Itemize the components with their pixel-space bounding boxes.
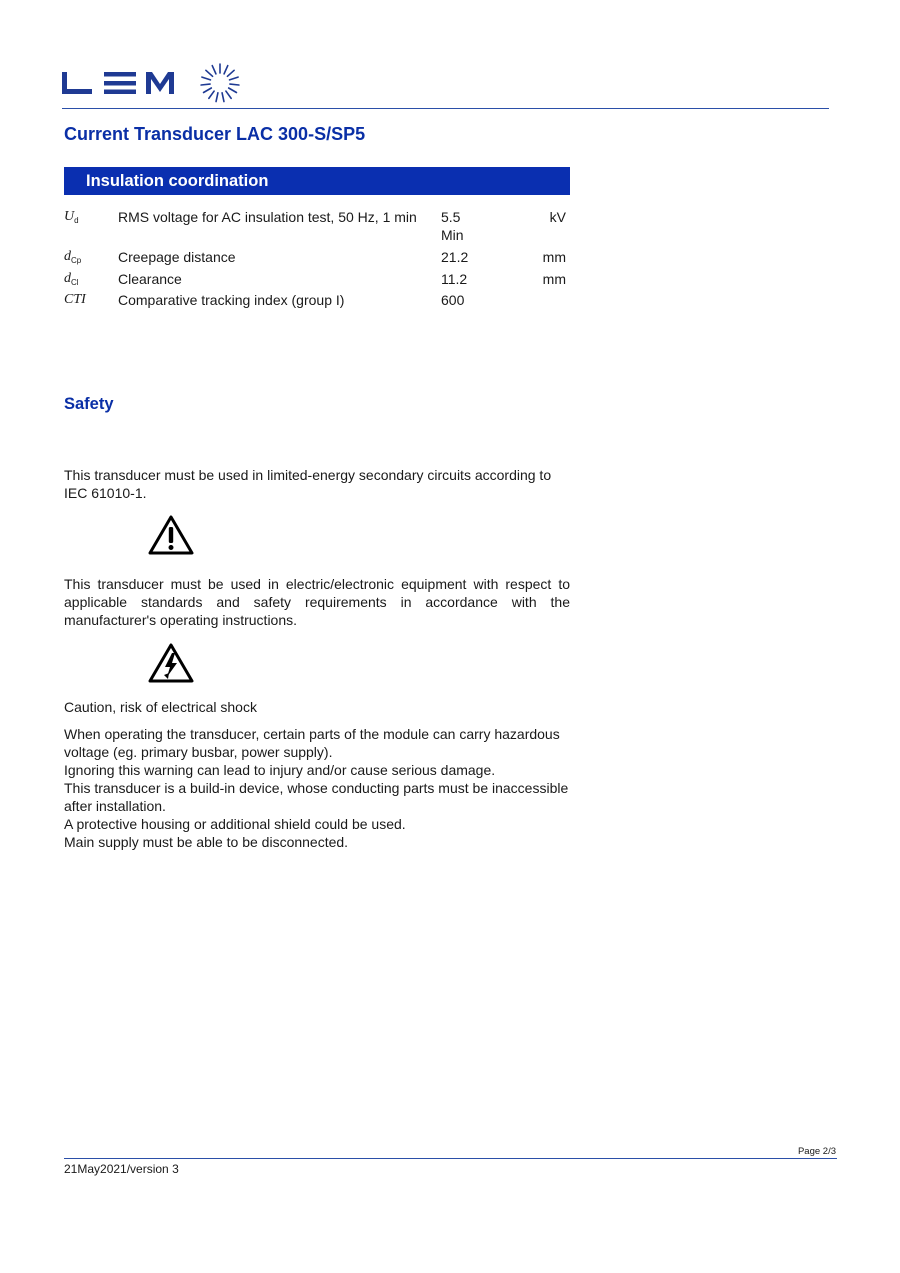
table-row bbox=[64, 270, 570, 288]
safety-paragraph-2: This transducer must be used in electric/electronic equipment with respect to applicable standards and safety requirements in accordance with the manufacturer's operating instructions. bbox=[64, 576, 570, 628]
safety-paragraph-1 bbox=[64, 466, 570, 502]
warning-icon bbox=[147, 514, 195, 556]
table-row bbox=[64, 291, 570, 309]
parameter-unit: kV bbox=[549, 209, 566, 225]
section-title: Insulation coordination bbox=[86, 172, 269, 190]
text-line: This transducer is a build-in device, whose conducting parts must be inaccessible bbox=[64, 780, 569, 796]
symbol: $d_{Cp}$ bbox=[64, 249, 82, 265]
table-row bbox=[64, 208, 570, 244]
document-title: Current Transducer LAC 300-S/SP5 bbox=[64, 124, 366, 144]
text-line: This transducer must be used in limited-energy secondary circuits according to bbox=[64, 467, 552, 483]
parameter-description: Comparative tracking index (group I) bbox=[118, 292, 345, 308]
symbol: $d_{Cl}$ bbox=[64, 271, 79, 287]
text-line: A protective housing or additional shield could be used. bbox=[64, 816, 406, 832]
safety-paragraph-3 bbox=[64, 725, 570, 851]
parameter-description: Creepage distance bbox=[118, 249, 236, 265]
parameter-description: Clearance bbox=[118, 271, 182, 287]
parameter-value: 11.2 bbox=[441, 271, 468, 287]
parameter-value: 5.5 bbox=[441, 209, 461, 225]
parameter-value: 600 bbox=[441, 292, 465, 308]
page-number: Page 2/3 bbox=[797, 1146, 836, 1157]
parameter-description: RMS voltage for AC insulation test, 50 Hz, 1 min bbox=[118, 209, 417, 225]
symbol: CTI bbox=[64, 292, 86, 307]
text-line: voltage (eg. primary busbar, power supply). bbox=[64, 744, 333, 760]
section-header-bar bbox=[64, 167, 570, 195]
parameter-unit: mm bbox=[542, 271, 566, 287]
parameter-value: 21.2 bbox=[441, 249, 469, 265]
value-note: Min bbox=[441, 227, 464, 243]
safety-heading: Safety bbox=[64, 395, 114, 413]
symbol: $U_d$ bbox=[64, 209, 79, 225]
text-line: Main supply must be able to be disconnected. bbox=[64, 834, 349, 850]
footer-divider bbox=[64, 1158, 837, 1159]
table-row bbox=[64, 248, 570, 266]
lem-logo bbox=[62, 62, 242, 106]
parameter-unit: mm bbox=[542, 249, 566, 265]
electrical-hazard-icon bbox=[147, 642, 195, 684]
footer-date: 21May2021/version 3 bbox=[64, 1162, 179, 1176]
header-divider bbox=[62, 108, 829, 109]
text-line: Ignoring this warning can lead to injury and/or cause serious damage. bbox=[64, 762, 496, 778]
caution-text: Caution, risk of electrical shock bbox=[64, 699, 257, 715]
text-line: When operating the transducer, certain parts of the module can carry hazardous bbox=[64, 726, 560, 742]
text-line: after installation. bbox=[64, 798, 166, 814]
text-line: IEC 61010-1. bbox=[64, 485, 147, 501]
